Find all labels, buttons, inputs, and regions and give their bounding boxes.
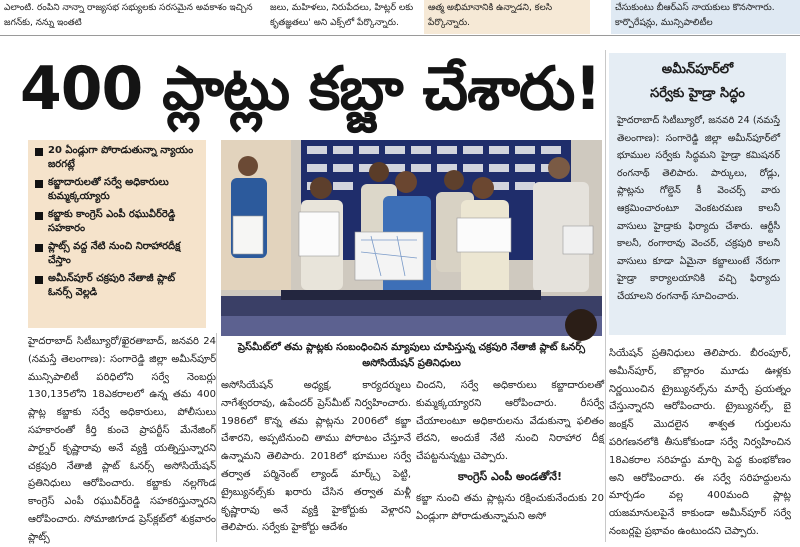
- backdrop-label: PRESS CLUB: [417, 133, 455, 140]
- bullet-icon: [35, 148, 43, 156]
- top-snippet-1: ఎలాంటి. రంపిని నాన్నా రాజ్యసభ సభ్యులకు సరసమైన అవకాశం ఇచ్చిన జగన్‌కు, నన్ను ఇంతటి: [4, 3, 253, 28]
- article-column-3: [416, 377, 604, 541]
- article-column-3-text: చిందని, సర్వే అధికారులు కబ్జాదారులతో కుమ్మక్కయ్యారని ఆరోపించారు. రీసర్వే చేయాలంటూ అధికారులను వేడుకున్నా ఫలితం లేదని, అందుకే నేటి నుంచి నిరాహార దీక్ష చేపట్టనున్నట్టు చెప్పారు.: [416, 380, 604, 463]
- sidebar-title-line-1: అమీన్‌పూర్‌లో: [661, 62, 734, 77]
- photo-caption: ప్రెస్‌మీట్‌లో తమ ప్లాట్లకు సంబంధించిన మ్యాపులు చూపిస్తున్న చక్రపురి నేతాజీ ప్లాట్ ఓనర్స్ అసోసియేషన్ ప్రతినిధులు: [237, 342, 586, 369]
- highlights-box: [28, 140, 206, 328]
- article-column-1: హైదరాబాద్ సిటీబ్యూరో/ఖైరతాబాద్, జనవరి 24 (నమస్తే తెలంగాణ): సంగారెడ్డి జిల్లా అమీన్‌పూర్ మున్సిపాలిటీ పరిధిలోని సర్వే నెంబర్లు 130,135లోని 18ఎకరాలలో ఉన్న తమ 400 ప్లాట్ల కబ్జాకు సర్వే అధికారులు, పోలీసులు సహకారంతో కీర్తి కుంచె ప్రాపర్టీస్ మేనేజింగ్ పార్ట్నర్ కృష్ణారావు అనే వ్యక్తి యత్నిస్తున్నారని చక్రపురి నేతాజీ ప్లాట్ ఓనర్స్ అసోసియేషన్ ప్రతినిధులు ఆరోపించారు. కబ్జాకు నల్లగొండ కాంగ్రెస్ ఎంపీ రఘువీర్‌రెడ్డి సహకరిస్తున్నారని ఆరోపించారు. సోమాజిగూడ ప్రెస్‌క్లబ్‌లో శుక్రవారం ప్లాట్స్: [28, 336, 216, 543]
- press-meet-illustration: [221, 133, 602, 336]
- article-column-3-text-cont: కబ్జా నుంచి తమ ప్లాట్లను రక్షించుకునేందుకు 20 ఏండ్లుగా పోరాడుతున్నామని అసో: [416, 492, 604, 522]
- article-column-2: అసోసియేషన్ అధ్యక్ష, కార్యదర్శులు నాగేశ్వరరావు, ఉపేందర్ ప్రెస్‌మీట్ నిర్వహించారు. 1986లో కొన్న తమ ప్లాట్లను 2006లో కబ్జా చేశారని, అప్పటినుంచి తాము పోరాటం చేస్తూనే ఉన్నామని తెలిపారు. 2018లో భూముల సర్వే తర్వాత పర్మినెంట్ ల్యాండ్ మార్క్స్ పెట్టి, ట్రైబ్యునల్స్‌కు ఖరారు చేసిన తర్వాత మళ్లీ కృష్ణారావు అనే వ్యక్తి హైకోర్టుకు వెళ్లారని తెలిపారు. సర్వేకు హైకోర్టు ఆదేశం: [221, 380, 411, 534]
- column-divider: [605, 50, 606, 542]
- article-column-4: సియేషన్ ప్రతినిధులు తెలిపారు. బీరంపూర్, అమీన్‌పూర్, బొల్లారం మూడు ఊళ్లకు నిర్ణయించిన ట్రైబ్యునల్స్‌ను మార్చే ప్రయత్నం చేస్తున్నారని ఆరోపించారు. ట్రైబ్యునల్స్, బై జంక్షన్ మొదలైన శాశ్వత గుర్తులను పరిగణనలోకి తీసుకోకుండా సర్వే నిర్వహించిన 18ఎకరాల సరిహద్దు మార్చి పెద్ద కుంభకోణం అని ఆరోపించారు. ఈ సర్వే సరిహద్దులను మార్చడం వల్ల 400మంది ప్లాట్ల యజమానులపైనే కాకుండా అమీన్‌పూర్ సర్వే నంబర్లపై ప్రభావం ఉంటుందని చెప్పారు.: [609, 348, 791, 537]
- top-snippet-4: చేసుకుంటు బీఆర్ఎస్ నాయకులు కొనసాగారు. కార్పొరేషన్లు, మున్సిపాలిటీల: [611, 0, 800, 34]
- highlight-item: కబ్జాదారులతో సర్వే అధికారులు కుమ్మక్కయ్యారు: [32, 176, 202, 204]
- top-snippet-3: ఆత్మ అభిమానానికి ఉన్నాడని, కలసి పేర్కొన్నారు.: [424, 0, 590, 34]
- highlight-item: ప్లాట్స్ వద్ద నేటి నుంచి నిరాహారదీక్ష చేస్తాం: [32, 240, 202, 268]
- bullet-icon: [35, 276, 43, 284]
- bullet-icon: [35, 212, 43, 220]
- headline: 400 ప్లాట్లు కబ్జా చేశారు!: [20, 54, 601, 124]
- previous-articles-strip: [0, 0, 800, 36]
- bullet-icon: [35, 244, 43, 252]
- sidebar-title: [609, 53, 786, 106]
- highlight-item: అమీన్‌పూర్ చక్రపురి నేతాజీ ప్లాట్ ఓనర్స్ వెల్లడి: [32, 272, 202, 300]
- top-snippet-2: జలు, మహిళలు, నిరుపేదలు, హిట్లర్ లకు కృతజ్ఞతలు' అని ఎక్స్‌లో పేర్కొన్నారు.: [270, 3, 414, 28]
- sidebar-news-box: [609, 53, 786, 335]
- highlight-item: కబ్జాకు కాంగ్రెస్ ఎంపీ రఘువీర్‌రెడ్డి సహకారం: [32, 208, 202, 236]
- bullet-icon: [35, 180, 43, 188]
- sidebar-body: హైదరాబాద్ సిటీబ్యూరో, జనవరి 24 (నమస్తే తెలంగాణ): సంగారెడ్డి జిల్లా అమీన్‌పూర్‌లో భూముల సర్వేకు సిద్ధమని హైడ్రా కమిషనర్ రంగనాథ్ తెలిపారు. పార్కులు, రోడ్లు, ప్లాట్లను గోల్డెన్ కీ వెంచర్స్ వారు ఆక్రమించారంటూ వెంకటరమణ కాలనీ వాసులు హైడ్రాకు ఫిర్యాదు చేశారు. ఆర్టీసీ కాలనీ, రంగారావు వెంచర్, చక్రపురి కాలనీ వాసులు కూడా ఏమైనా కబ్జాలుంటే నేరుగా హైడ్రా కార్యాలయానికి వచ్చి ఫిర్యాదు చేయాలని రంగనాథ్ సూచించారు.: [617, 115, 780, 302]
- column-divider: [216, 333, 217, 542]
- highlight-item: 20 ఏండ్లుగా పోరాడుతున్నా న్యాయం జరగట్లే: [32, 144, 202, 172]
- sidebar-title-line-2: సర్వేకు హైడ్రా సిద్ధం: [650, 86, 745, 101]
- article-subhead: కాంగ్రెస్ ఎంపీ అండతోనే!: [458, 469, 562, 483]
- press-meet-photo: [221, 133, 602, 336]
